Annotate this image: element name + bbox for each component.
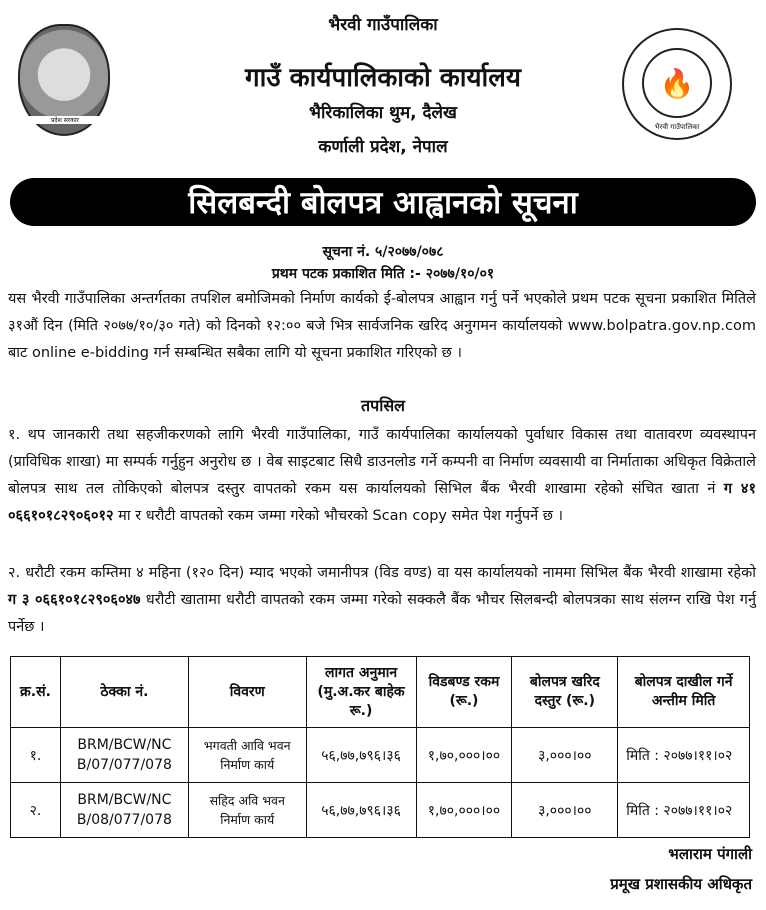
cell-sn: २. xyxy=(11,783,61,838)
col-header-cost-estimate: लागत अनुमान (मु.अ.कर बाहेक रू.) xyxy=(306,657,416,728)
cell-description xyxy=(188,728,306,783)
col-header-description: विवरण xyxy=(188,657,306,728)
cell-contract-no xyxy=(60,728,188,783)
cell-cost: ५६,७७,७९६।३६ xyxy=(306,728,416,783)
contract-line-1: BRM/BCW/NC xyxy=(77,792,172,808)
col-header-contract-no: ठेक्का नं. xyxy=(60,657,188,728)
desc-line-2: निर्माण कार्य xyxy=(220,812,275,827)
tapasil-heading: तपसिल xyxy=(360,396,406,415)
notice-banner-title: सिलबन्दी बोलपत्र आह्वानको सूचना xyxy=(10,178,756,226)
cell-contract-no xyxy=(60,783,188,838)
item1-text-a: १. थप जानकारी तथा सहजीकरणको लागि भैरवी गाउँपालिका, गाउँ कार्यपालिका कार्यालयको पुर्वाधार विकास तथा वातावरण व्यवस्थापन (प्राविधिक शाखा) मा सम्पर्क गर्नुहुन अनुरोध छ । वेब साइटबाट सिधै डाउनलोड गर्ने कम्पनी वा निर्माण व्यवसायी वा निर्माताका अधिकृत विक्रेताले बोलपत्र साथ तल तोकिएको बोलपत्र दस्तुर वापतको रकम यस कार्यालयको सिभिल बैंक भैरवी शाखामा रहेको संचित खाता नं xyxy=(8,427,756,497)
cell-fee: ३,०००।०० xyxy=(512,728,618,783)
contract-line-2: B/08/077/078 xyxy=(76,812,172,828)
item2-account-number: ग ३ ०६६१०१८२९०६०४७ xyxy=(8,592,141,608)
cell-deadline: मिति : २०७७।११।०२ xyxy=(618,728,750,783)
intro-paragraph: यस भैरवी गाउँपालिका अन्तर्गतका तपशिल बमोजिमको निर्माण कार्यको ई-बोलपत्र आह्वान गर्नु पर्ने भएकोले प्रथम पटक सूचना प्रकाशित मितिले ३१औं दिन (मिति २०७७/१०/३० गते) को दिनको १२:०० बजे भित्र सार्वजनिक खरिद अनुगमन कार्यालयको www.bolpatra.gov.np.com बाट online e-bidding गर्न सम्बन्धित सबैका लागि यो सूचना प्रकाशित गरिएको छ । xyxy=(8,291,756,361)
item2-text-b: धरौटी खातामा धरौटी वापतको रकम जम्मा गरेको सक्कलै बैंक भौचर सिलबन्दी बोलपत्रका साथ संलग्न राखि पेश गर्नु पर्नेछ । xyxy=(8,592,757,635)
desc-line-2: निर्माण कार्य xyxy=(220,757,275,772)
contract-line-1: BRM/BCW/NC xyxy=(77,737,172,753)
signer-name: भलाराम पंगाली xyxy=(668,845,752,863)
cell-bid-bond: १,७०,०००।०० xyxy=(416,728,512,783)
office-name: गाउँ कार्यपालिकाको कार्यालय xyxy=(245,63,521,93)
item1-text-b: मा र धरौटी वापतको रकम जम्मा गरेको भौचरको Scan copy समेत पेश गर्नुपर्ने छ । xyxy=(113,508,564,524)
signer-title: प्रमूख प्रशासकीय अधिकृत xyxy=(610,875,752,893)
item2-text-a: २. धरौटी रकम कम्तिमा ४ महिना (१२० दिन) म्याद भएको जमानीपत्र (विड वण्ड) वा यस कार्यालयको नाममा सिभिल बैंक भैरवी शाखामा रहेको xyxy=(8,565,756,581)
address-line-2: कर्णाली प्रदेश, नेपाल xyxy=(318,137,448,157)
desc-line-1: सहिद अवि भवन xyxy=(209,793,285,808)
cell-description xyxy=(188,783,306,838)
col-header-bid-bond: विडबण्ड रकम (रू.) xyxy=(416,657,512,728)
table-row xyxy=(11,728,750,783)
list-item-2 xyxy=(8,560,756,641)
municipality-logo xyxy=(622,28,732,140)
cell-deadline: मिति : २०७७।११।०२ xyxy=(618,783,750,838)
list-item-1 xyxy=(8,422,756,530)
letterhead xyxy=(0,0,766,170)
emblem-ribbon-text: प्रदेश सरकार xyxy=(26,116,104,124)
col-header-sn: क्र.सं. xyxy=(11,657,61,728)
cell-sn: १. xyxy=(11,728,61,783)
contract-line-2: B/07/077/078 xyxy=(76,757,172,773)
cell-bid-bond: १,७०,०००।०० xyxy=(416,783,512,838)
table-header-row xyxy=(11,657,750,728)
publish-date: प्रथम पटक प्रकाशित मिति :- २०७७/१०/०१ xyxy=(271,266,495,282)
table-row xyxy=(11,783,750,838)
col-header-deadline: बोलपत्र दाखील गर्ने अन्तीम मिति xyxy=(618,657,750,728)
lamp-icon: 🔥 xyxy=(642,48,712,118)
item1-account-number: ग ४१ ०६६१०१८२९०६०१२ xyxy=(8,481,756,524)
cell-fee: ३,०००।०० xyxy=(512,783,618,838)
col-header-fee: बोलपत्र खरिद दस्तुर (रू.) xyxy=(512,657,618,728)
desc-line-1: भगवती आवि भवन xyxy=(203,738,291,753)
tender-table xyxy=(10,656,750,838)
address-line-1: भैरिकालिका थुम, दैलेख xyxy=(309,103,457,123)
municipality-logo-text: भैरवी गाउँपालिका xyxy=(654,123,700,131)
municipality-name: भैरवी गाउँपालिका xyxy=(328,15,438,35)
cell-cost: ५६,७७,७९६।३६ xyxy=(306,783,416,838)
notice-number: सूचना नं. ५/२०७७/०७८ xyxy=(322,244,444,260)
